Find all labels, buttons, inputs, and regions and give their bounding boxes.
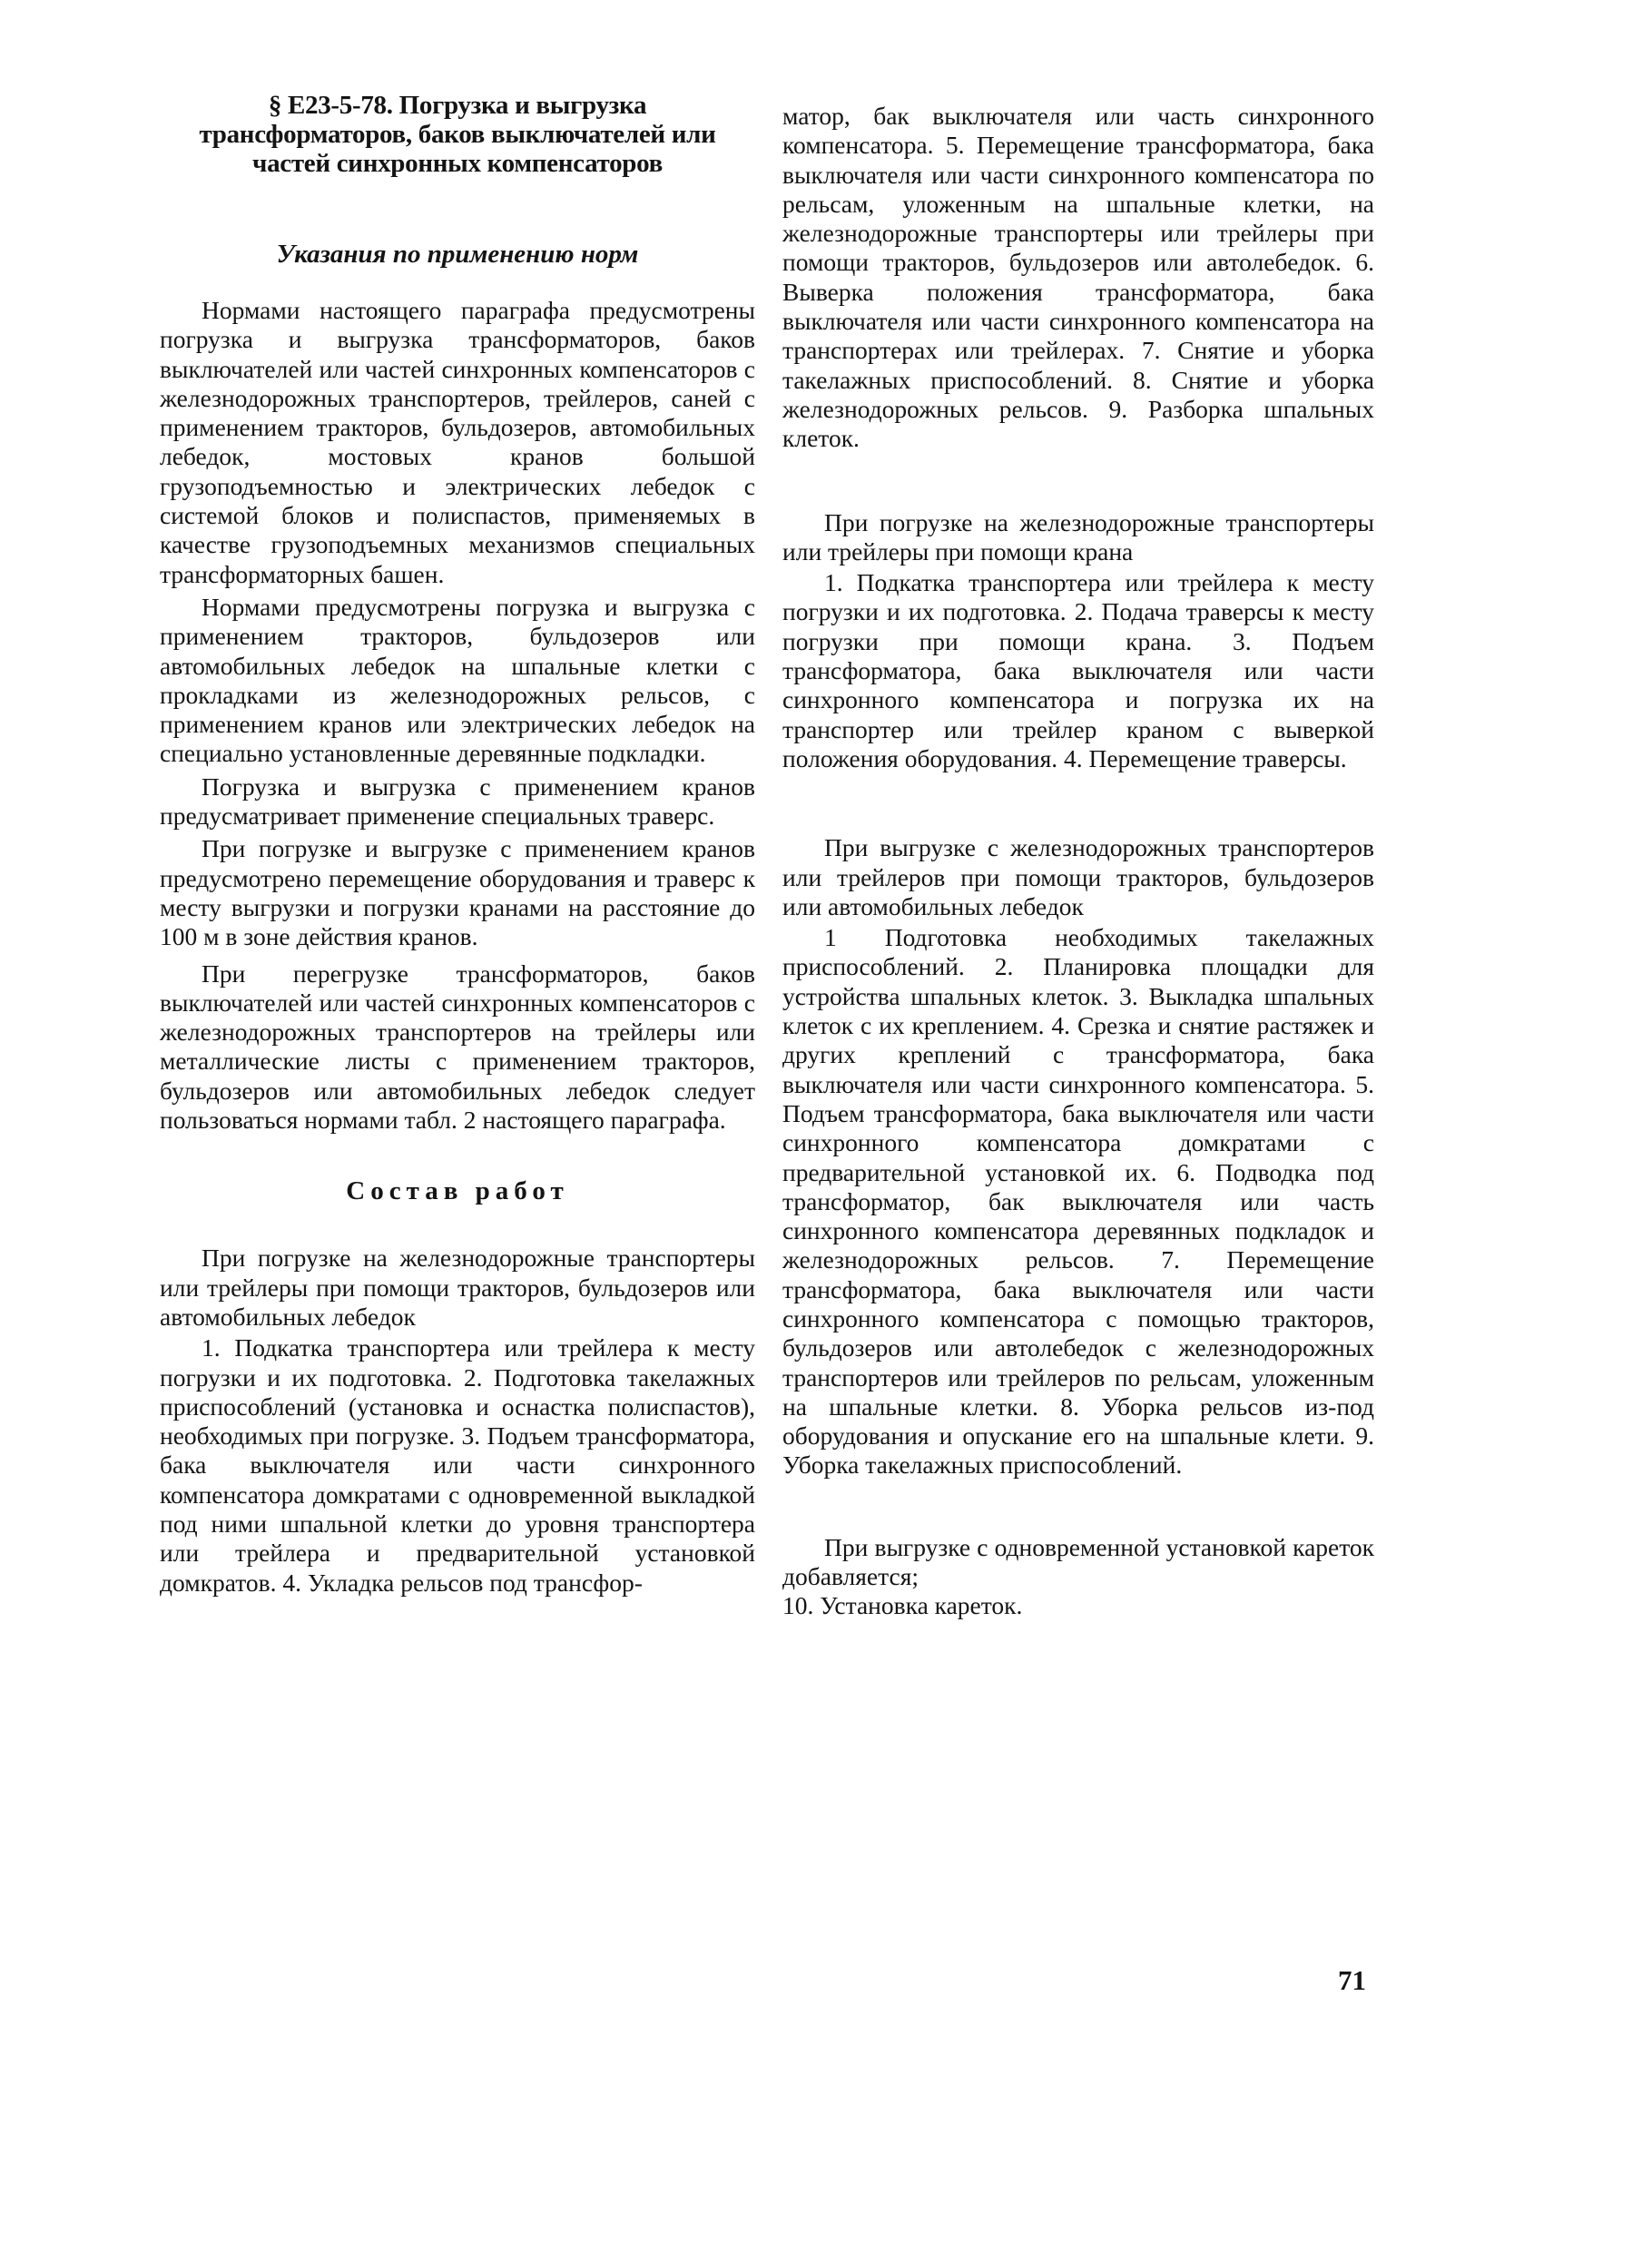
section-title: § Е23-5-78. Погрузка и выгрузка трансформаторов, баков выключателей или частей синхронных компенсаторов: [199, 91, 716, 178]
instruction-paragraph: Нормами предусмотрены погрузка и выгрузка с применением тракторов, бульдозеров или автомобильных лебедок на шпальные клетки с прокладками из железнодорожных рельсов, с применением кранов или электрических лебедок на специально установленные деревянные подкладки.: [160, 592, 755, 768]
left-column: [160, 91, 755, 1598]
instructions-body: [160, 296, 755, 1135]
work-steps: 1 Подготовка необходимых такелажных приспособлений. 2. Планировка площадки для устройства шпальных клеток. 3. Выкладка шпальных клеток с их креплением. 4. Срезка и снятие растяжек и других креплений с трансформатора, бака выключателя или части синхронного компенсатора. 5. Подъем трансформатора, бака выключателя или части синхронного компенсатора домкратами с предварительной установкой их. 6. Подводка под трансформатор, бак выключателя или часть синхронного компенсатора деревянных подкладок и железнодорожных рельсов. 7. Перемещение трансформатора, бака выключателя или части синхронного компенсатора с помощью тракторов, бульдозеров или автолебедок с железнодорожных транспортеров или трейлеров по рельсам, уложенным на шпальные клетки. 8. Уборка рельсов из-под оборудования и опускание его на шпальные клети. 9. Уборка такелажных приспособлений.: [782, 923, 1374, 1480]
work-intro: При выгрузке с одновременной установкой кареток добавляется;: [782, 1532, 1374, 1591]
instruction-paragraph: Погрузка и выгрузка с применением кранов предусматривает применение специальных траверс.: [160, 772, 755, 831]
work-intro: При выгрузке с железнодорожных транспортеров или трейлеров при помощи тракторов, бульдозеров или автомобильных лебедок: [782, 833, 1374, 920]
instructions-heading: Указания по применению норм: [276, 240, 639, 269]
work-intro: При погрузке на железнодорожные транспортеры или трейлеры при помощи крана: [782, 507, 1374, 566]
instruction-paragraph: При погрузке и выгрузке с применением кранов предусмотрено перемещение оборудования и траверс к месту выгрузки и погрузки кранами на расстояние до 100 м в зоне действия кранов.: [160, 834, 755, 951]
instruction-paragraph: При перегрузке трансформаторов, баков выключателей или частей синхронных компенсаторов с железнодорожных транспортеров на трейлеры или металлические листы с применением тракторов, бульдозеров или автомобильных лебедок следует пользоваться нормами табл. 2 настоящего параграфа.: [160, 959, 755, 1135]
work-steps: 1. Подкатка транспортера или трейлера к месту погрузки и их подготовка. 2. Подготовка такелажных приспособлений (установка и оснастка полиспастов), необходимых при погрузке. 3. Подъем трансформатора, бака выключателя или части синхронного компенсатора домкратами с одновременной выкладкой под ними шпальной клетки до уровня транспортера или трейлера и предварительной установкой домкратов. 4. Укладка рельсов под трансфор-: [160, 1333, 755, 1597]
instruction-paragraph: Нормами настоящего параграфа предусмотрены погрузка и выгрузка трансформаторов, баков выключателей или частей синхронных компенсаторов с железнодорожных транспортеров, трейлеров, саней с применением тракторов, бульдозеров, автомобильных лебедок, мостовых кранов большой грузоподъемностью и электрических лебедок с системой блоков и полиспастов, применяемых в качестве грузоподъемных механизмов специальных трансформаторных башен.: [160, 296, 755, 588]
work-intro: При погрузке на железнодорожные транспортеры или трейлеры при помощи тракторов, бульдозеров или автомобильных лебедок: [160, 1244, 755, 1331]
right-column: [782, 102, 1374, 1621]
work-steps-continued: матор, бак выключателя или часть синхронного компенсатора. 5. Перемещение трансформатора, бака выключателя или части синхронного компенсатора по рельсам, уложенным на шпальные клетки, на железнодорожные транспортеры или трейлеры при помощи тракторов, бульдозеров или автолебедок. 6. Выверка положения трансформатора, бака выключателя или части синхронного компенсатора на транспортерах или трейлерах. 7. Снятие и уборка такелажных приспособлений. 8. Снятие и уборка железнодорожных рельсов. 9. Разборка шпальных клеток.: [782, 102, 1374, 453]
work-step: 10. Установка кареток.: [782, 1591, 1023, 1620]
composition-heading: Состав работ: [346, 1176, 569, 1206]
page-number: 71: [1338, 1964, 1366, 1996]
work-steps: 1. Подкатка транспортера или трейлера к месту погрузки и их подготовка. 2. Подача траверсы к месту погрузки при помощи крана. 3. Подъем трансформатора, бака выключателя или части синхронного компенсатора и погрузка их на транспортер или трейлер краном с выверкой положения оборудования. 4. Перемещение траверсы.: [782, 568, 1374, 772]
